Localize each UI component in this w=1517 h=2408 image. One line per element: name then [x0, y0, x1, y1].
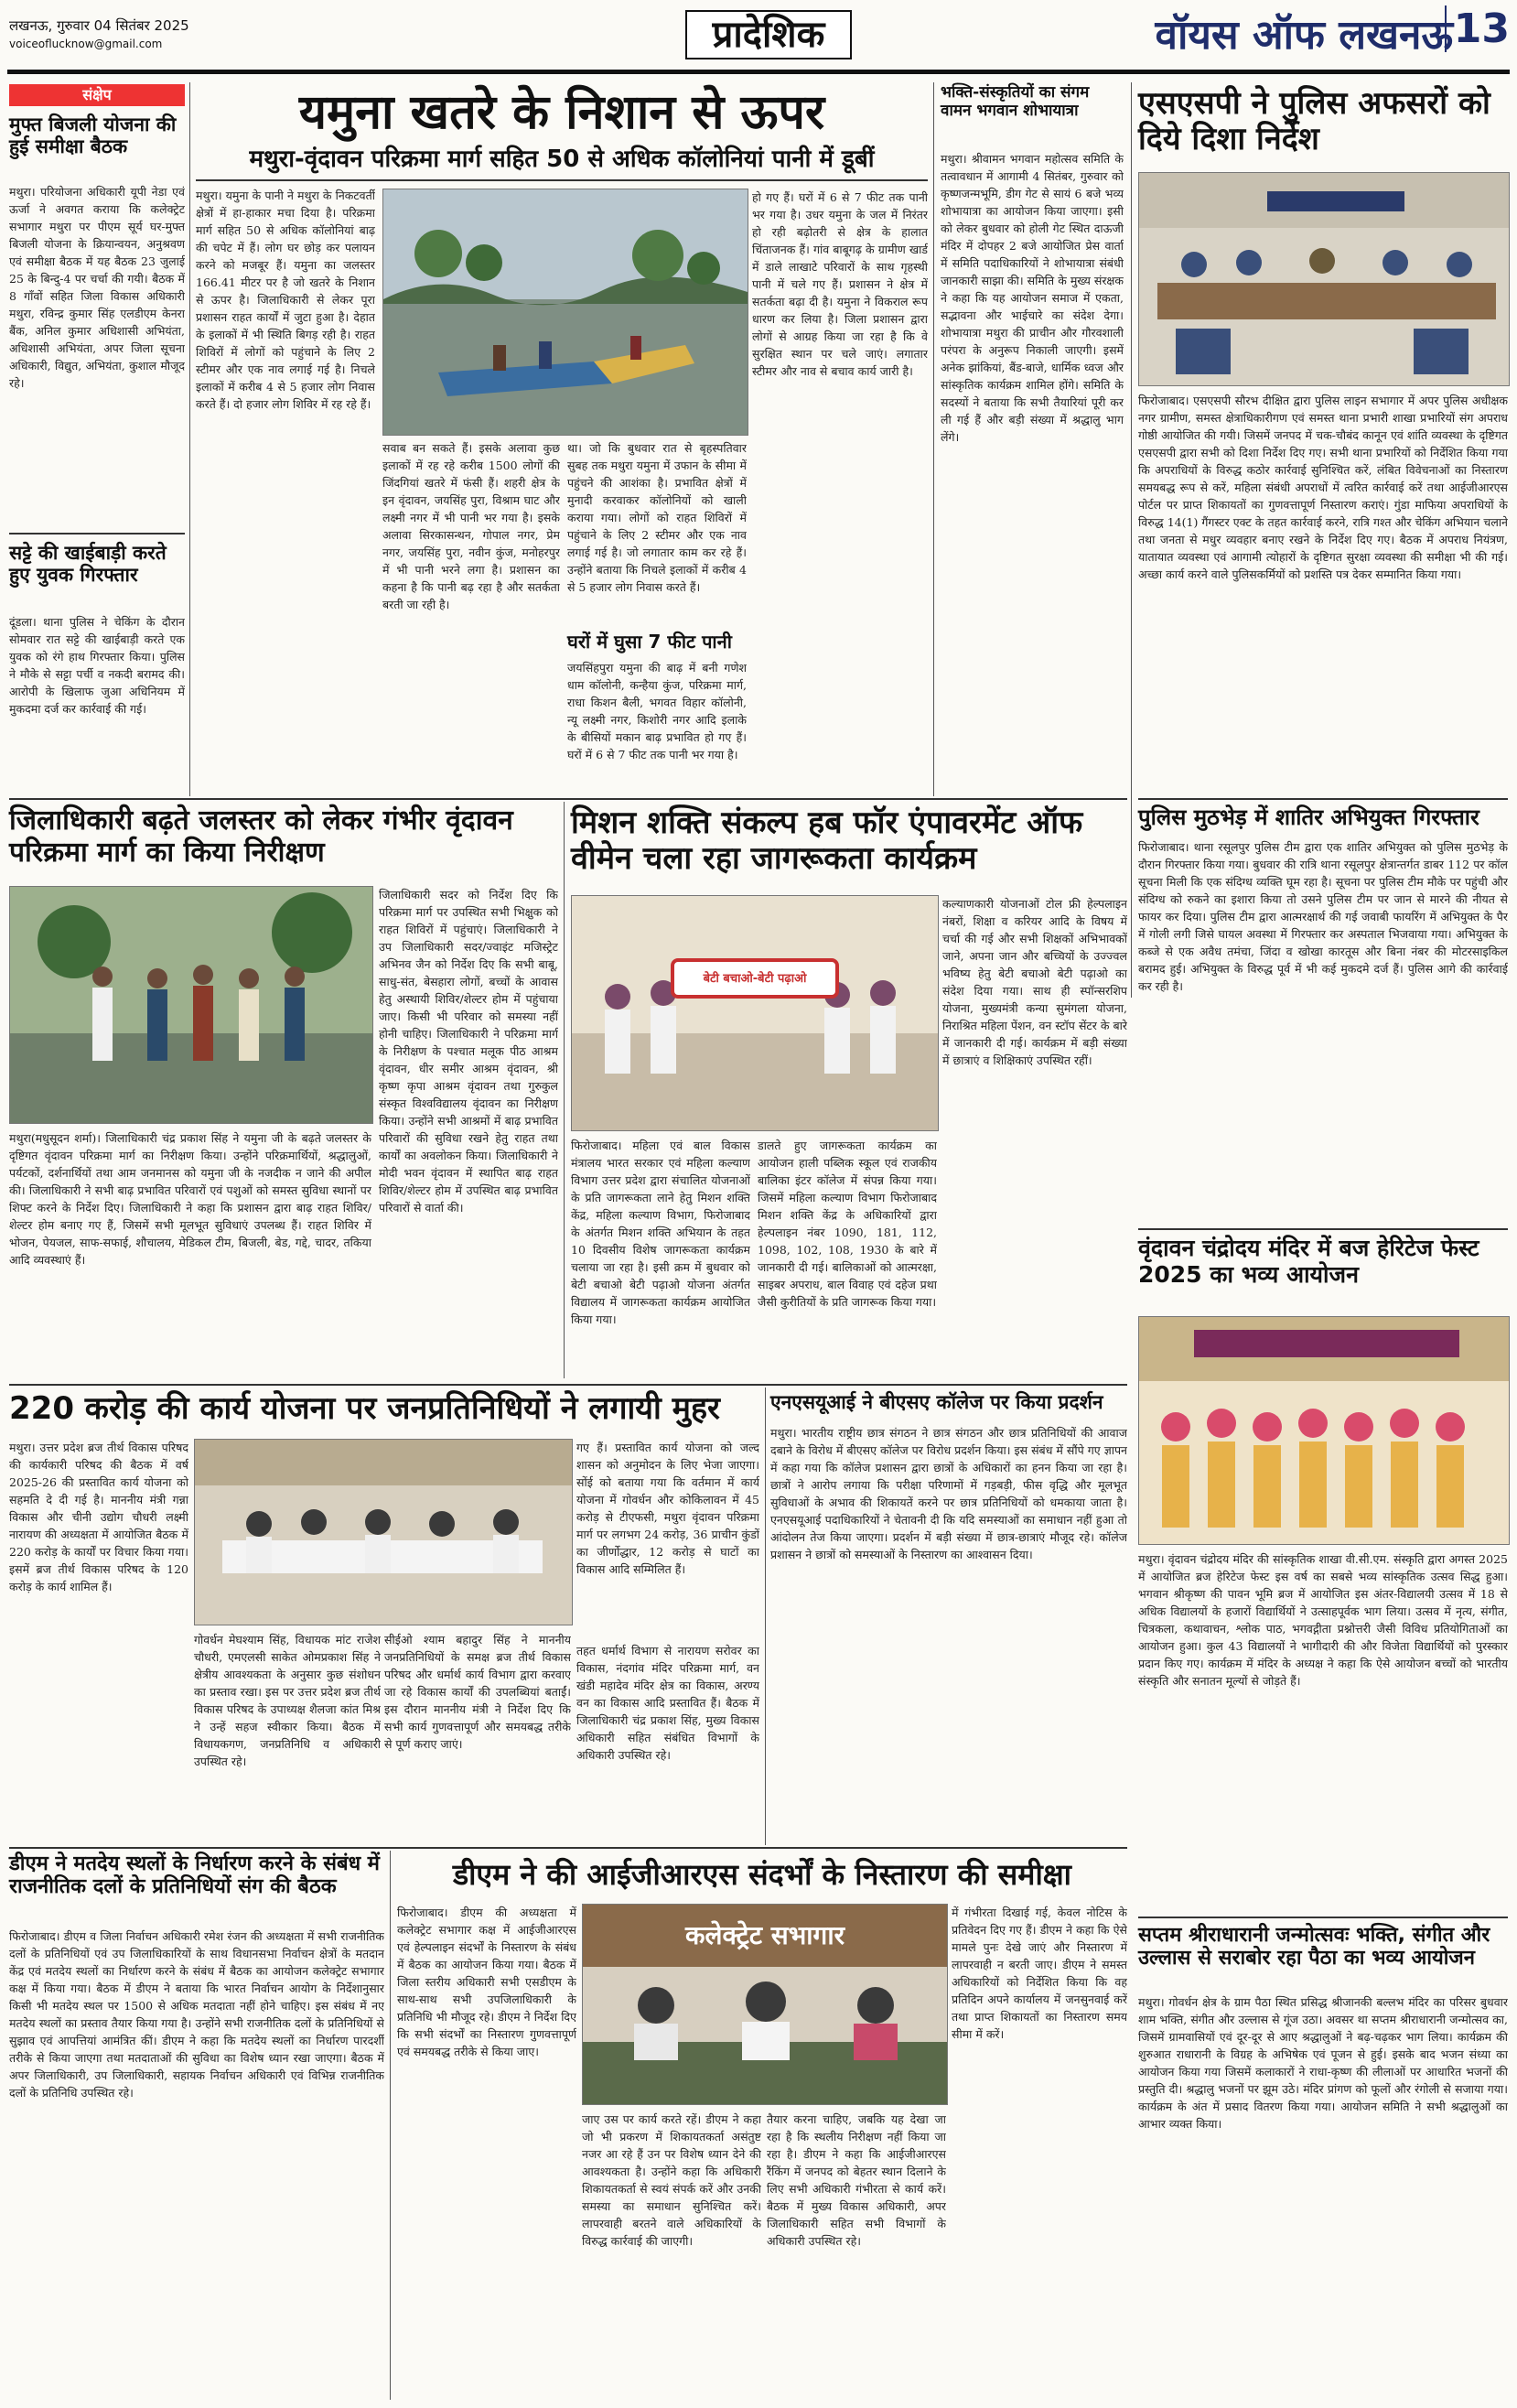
mission-shakti-photo — [571, 895, 939, 1131]
nsui-headline: एनएसयूआई ने बीएसए कॉलेज पर किया प्रदर्शन — [770, 1391, 1103, 1413]
divider — [1138, 1917, 1508, 1918]
arrest-text: फिरोजाबाद। थाना रसूलपुर पुलिस टीम द्वारा एक शातिर अभियुक्त को पुलिस मुठभेड़ के दौरान गिरफ्तार किया गया। बुधवार की रात्रि थाना रसूलपुर क्षेत्रान्तर्गत डाबर 112 पर कॉल सूचना मिली कि एक संदिग्ध व्यक्ति घूम रहा है। सूचना पर पुलिस टीम मौके पर पहुंची और संदिग्ध को रुकने का इशारा किया तो उसने पुलिस टीम पर जान से मारने की नीयत से फायर कर दिया। पुलिस टीम द्वारा आत्मरक्षार्थ की गई जवाबी फायरिंग में अभियुक्त के पैर में गोली लगी जिसे घायल अवस्था में गिरफ्तार कर अस्पताल भिजवाया गया। अभियुक्त के कब्जे से एक अवैध तमंचा, जिंदा व खोखा कारतूस और बिना नंबर की मोटरसाइकिल बरामद हुई। अभियुक्त के विरुद्ध पूर्व में भी कई मुकदमे दर्ज हैं। पुलिस आगे की कार्रवाई कर रही है। — [1138, 840, 1508, 993]
festival-photo — [1138, 1316, 1510, 1545]
lead-subhead: मथुरा-वृंदावन परिक्रमा मार्ग सहित 50 से अधिक कॉलोनियां पानी में डूबीं — [249, 146, 875, 173]
mission-shakti-text-3: कल्याणकारी योजनाओं टोल फ्री हेल्पलाइन नंबरों, शिक्षा व करियर आदि के विषय में चर्चा की गई और सभी शिक्षकों अभिभावकों जाने, अपना जान और बच्चियों के उज्ज्वल भविष्य हेतु बेटी बचाओ बेटी पढ़ाओ का संदेश दिया गया। साथ ही स्पॉन्सरशिप योजना, मुख्यमंत्री कन्या सुमंगला योजना, निराश्रित महिला पेंशन, वन स्टॉप सेंटर के बारे में जानकारी दी गई। कार्यक्रम में बड़ी संख्या में छात्राएं व शिक्षिकाएं उपस्थित रहीं। — [942, 897, 1127, 1067]
scheme-photo-graphic — [195, 1440, 572, 1625]
flood-photo-graphic — [383, 189, 748, 435]
room-sign: कलेक्ट्रेट सभागार — [684, 1920, 845, 1950]
brief-text-1: मथुरा। परियोजना अधिकारी यूपी नेडा एवं ऊर्जा ने अवगत कराया कि कलेक्ट्रेट सभागार मथुरा पर पीएम सूर्य घर-मुफ्त बिजली योजना के क्रियान्वयन, अनुश्रवण एवं समीक्षा बैठक में यह बैठक 23 जुलाई 25 के बिन्दु-4 पर चर्चा की गयी। बैठक में 8 गाँवों सहित जिला विकास अधिकारी मथुरा, रविन्द्र कुमार सिंह एलडीएम केनरा बैंक, अनिल कुमार अधिशासी अभियंता, अधिशासी अभियंता, अपर जिला सूचना अधिकारी, विद्युत, अभियंता, कुशाल मौजूद रहे। — [9, 185, 185, 390]
column-divider — [1131, 82, 1132, 998]
lead-text-col4: जयसिंहपुरा यमुना की बाढ़ में बनी गणेश धाम कॉलोनी, कन्हैया कुंज, परिक्रमा मार्ग, राधा किशन बैली, भगवत विहार कॉलोनी, न्यू लक्ष्मी नगर, किशोरी नगर आदि इलाके के बीसियों मकान बाढ़ प्रभावित हो गए हैं। घरों में 6 से 7 फीट तक पानी भर गया है। — [567, 661, 747, 761]
mission-shakti-text-2: डालते हुए जागरूकता कार्यक्रम का आयोजन हाली पब्लिक स्कूल एवं राजकीय बालिका इंटर कॉलेज में संपन्न किया गया। जिसमें महिला कल्याण विभाग फिरोजाबाद मिशन शक्ति केंद्र के अधिकारियों द्वारा हेल्पलाइन नंबर 1090, 181, 112, 1098, 102, 108, 1930 के बारे में जानकारी दी गई। बालिकाओं को आत्मरक्षा, साइबर अपराध, बाल विवाह एवं दहेज प्रथा जैसी कुरीतियों के प्रति जागरूक किया गया। — [758, 1139, 937, 1309]
banner-text: बेटी बचाओ-बेटी पढ़ाओ — [703, 972, 807, 986]
polling-meeting-text: फिरोजाबाद। डीएम व जिला निर्वाचन अधिकारी रमेश रंजन की अध्यक्षता में सभी राजनीतिक दलों के प्रतिनिधियों एवं उप जिलाधिकारियों के साथ विधानसभा निर्वाचन क्षेत्रों के मतदान केंद्र एवं मतदेय स्थलों का निर्धारण करने के संबंध में बैठक का आयोजन कलेक्ट्रेट सभागार कक्ष में किया गया। बैठक में डीएम ने बताया कि भारत निर्वाचन आयोग के निर्देशानुसार किसी भी मतदेय स्थल पर 1500 से अधिक मतदाता नहीं होने चाहिए। इस संबंध में नए मतदेय स्थलों का प्रस्ताव तैयार किया गया है। उन्होंने सभी राजनीतिक दलों के प्रतिनिधियों से सुझाव एवं आपत्तियां आमंत्रित कीं। डीएम ने कहा कि मतदेय स्थलों का निर्धारण पारदर्शी तरीके से किया जाएगा तथा मतदाताओं की सुविधा का विशेष ध्यान रखा जाएगा। बैठक में अपर जिलाधिकारी, उप जिलाधिकारी, सहायक निर्वाचन अधिकारी एवं विभिन्न राजनीतिक दलों के प्रतिनिधि उपस्थित रहे। — [9, 1929, 384, 2100]
column-divider — [765, 1388, 766, 1845]
igrs-text-1: फिरोजाबाद। डीएम की अध्यक्षता में कलेक्ट्रेट सभागार कक्ष में आईजीआरएस एवं हेल्पलाइन संदर्भों के निस्तारण के संबंध में बैठक का आयोजन किया गया। बैठक में जिला स्तरीय अधिकारी सभी एसडीएम के साथ-साथ सभी उपजिलाधिकारी के प्रतिनिधि भी मौजूद रहे। डीएम ने निर्देश दिए कि सभी संदर्भों का निस्तारण गुणवत्तापूर्ण एवं समयबद्ध तरीके से किया जाए। — [397, 1906, 576, 2058]
brief-text-2: दूंडला। थाना पुलिस ने चेकिंग के दौरान सोमवार रात सट्टे की खाईबाड़ी करते एक युवक को रंगे हाथ गिरफ्तार किया। पुलिस ने मौके से सट्टा पर्ची व नकदी बरामद की। आरोपी के खिलाफ जुआ अधिनियम में मुकदमा दर्ज कर कार्रवाई की गई। — [9, 615, 185, 716]
dateline: लखनऊ, गुरुवार 04 सितंबर 2025 — [9, 17, 189, 34]
scheme-meeting-photo — [194, 1439, 573, 1625]
dm-inspection-text-2: जिलाधिकारी सदर को निर्देश दिए कि परिक्रमा मार्ग पर उपस्थित सभी भिक्षुक को राहत शिविरों में पहुंचाएं। जिलाधिकारी ने उप जिलाधिकारी सदर/ज्वाइंट मजिस्ट्रेट अभिनव जैन को निर्देश दिए कि सभी बाबू, साधु-संत, बेसहारा लोगों, बच्चों के आवास हेतु अस्थायी शिविर/शेल्टर होम में पहुंचाया जाए। किसी भी परिवार को समस्या नहीं होनी चाहिए। जिलाधिकारी ने परिक्रमा मार्ग के निरीक्षण के पश्चात मलूक पीठ आश्रम वृंदावन, धीर समीर आश्रम वृंदावन, श्री कृष्ण कृपा आश्रम वृंदावन तथा गुरुकुल संस्कृत विश्वविद्यालय वृंदावन का निरीक्षण किया। उन्होंने सभी आश्रमों में बाढ़ प्रभावित परिवारों की सुविधा रखने हेतु राहत तथा कार्यों का अवलोकन किया। जिलाधिकारी ने मोदी भवन वृंदावन में स्थापित बाढ़ राहत शिविर/शेल्टर होम में उपस्थित बाढ़ प्रभावित परिवारों से वार्ता की। — [379, 888, 558, 1215]
festival-photo-graphic — [1139, 1317, 1509, 1544]
brief-headline-2: सट्टे की खाईबाड़ी करते हुए युवक गिरफ्तार — [9, 542, 167, 587]
dm-inspection-photo — [9, 886, 373, 1124]
brief-headline-1: मुफ्त बिजली योजना की हुई समीक्षा बैठक — [9, 113, 177, 158]
divider — [9, 533, 185, 535]
igrs-text-2: जाए उस पर कार्य करते रहें। डीएम ने कहा जो भी प्रकरण में शिकायतकर्ता असंतुष्ट नजर आ रहे हैं उन पर विशेष ध्यान देने की आवश्यकता है। उन्होंने कहा कि अधिकारी शिकायतकर्ता से स्वयं संपर्क करें और उनकी समस्या का समाधान सुनिश्चित करें। लापरवाही बरतने वाले अधिकारियों के विरुद्ध कार्रवाई की जाएगी। — [582, 2112, 761, 2248]
arrest-headline: पुलिस मुठभेड़ में शातिर अभियुक्त गिरफ्तार — [1138, 804, 1479, 830]
divider — [9, 798, 1127, 800]
brief-label: संक्षेप — [9, 84, 185, 106]
shobhayatra-headline: भक्ति-संस्कृतियों का संगम वामन भगवान शोभायात्रा — [941, 83, 1090, 120]
lead-headline: यमुना खतरे के निशान से ऊपर — [298, 85, 825, 140]
scheme-text-4: सीईओ श्याम बहादुर सिंह ने माननीय जनप्रतिनिधियों के समक्ष ब्रज तीर्थ विकास परिषद और धर्मार्थ कार्य विभाग द्वारा करवाए जा रहे विकास कार्यों की उपलब्धियां बताईं। इस दौरान माननीय मंत्री ने निर्देश दिए कि सभी कार्य गुणवत्तापूर्ण और समयबद्ध तरीके से पूर्ण कराए जाएं। — [384, 1633, 571, 1751]
lead-text-col2: सवाब बन सकते हैं। इसके अलावा कुछ इलाकों में रह रहे करीब 1500 लोगों की जिंदगियां खतरे में फंसी हैं। शहरी क्षेत्र के इन वृंदावन, जयसिंह पुरा, विश्राम घाट और लक्ष्मी नगर में भी पानी भर गया है। इसके अलावा सिरकासन्थन, गोपाल नगर, प्रेम नगर, जयसिंह पुरा, नवीन कुंज, मनोहरपुर में भी पानी भरने लगा है। प्रशासन का कहना है कि पानी बढ़ रहा है और सतर्कता बरती जा रही है। — [382, 441, 560, 611]
ssp-headline: एसएसपी ने पुलिस अफसरों को दिये दिशा निर्देश — [1138, 85, 1490, 158]
dm-inspection-headline: जिलाधिकारी बढ़ते जलस्तर को लेकर गंभीर वृंदावन परिक्रमा मार्ग का किया निरीक्षण — [9, 804, 513, 869]
scheme-text-1: मथुरा। उत्तर प्रदेश ब्रज तीर्थ विकास परिषद की कार्यकारी परिषद की बैठक में वर्ष 2025-26 की प्रस्तावित कार्य योजना को सहमति दे दी गई है। माननीय मंत्री गन्ना विकास और चीनी उद्योग चौधरी लक्ष्मी नारायण की अध्यक्षता में आयोजित बैठक में 220 करोड़ के कार्यों पर विचार किया गया। इसमें ब्रज तीर्थ विकास परिषद के 120 करोड़ के कार्य शामिल हैं। — [9, 1441, 188, 1593]
mission-shakti-text-1: फिरोजाबाद। महिला एवं बाल विकास मंत्रालय भारत सरकार एवं महिला कल्याण विभाग उत्तर प्रदेश द्वारा संचालित योजनाओं के प्रति जागरूकता लाने हेतु मिशन शक्ति केंद्र, महिला कल्याण विभाग, फिरोजाबाद के अंतर्गत मिशन शक्ति अभियान के तहत 10 दिवसीय विशेष जागरूकता कार्यक्रम चलाया जा रहा है। इसी क्रम में बुधवार को बेटी बचाओ बेटी पढ़ाओ योजना अंतर्गत विद्यालय में जागरूकता कार्यक्रम आयोजित किया गया। — [571, 1139, 750, 1326]
mission-photo-graphic — [572, 896, 938, 1130]
ssp-photo-graphic — [1139, 173, 1509, 385]
igrs-meeting-photo — [582, 1904, 948, 2105]
column-divider — [390, 1851, 391, 2400]
section-title: प्रादेशिक — [512, 7, 1025, 60]
mission-shakti-headline: मिशन शक्ति संकल्प हब फॉर एंपावरमेंट ऑफ वीमेन चला रहा जागरूकता कार्यक्रम — [571, 804, 1083, 878]
scheme-headline: 220 करोड़ की कार्य योजना पर जनप्रतिनिधियों ने लगायी मुहर — [9, 1390, 720, 1427]
email: voiceoflucknow@gmail.com — [9, 38, 163, 50]
shobhayatra-text: मथुरा। श्रीवामन भगवान महोत्सव समिति के तत्वावधान में आगामी 4 सितंबर, गुरुवार को कृष्णजन्मभूमि, डीग गेट से सायं 6 बजे भव्य शोभायात्रा का आयोजन किया जाएगा। इसी को लेकर बुधवार को होली गेट स्थित दाऊजी मंदिर में दोपहर 2 बजे आयोजित प्रेस वार्ता में समिति पदाधिकारियों ने शोभायात्रा संबंधी जानकारी साझा की। समिति के मुख्य संरक्षक ने कहा कि यह आयोजन समाज में एकता, सद्भावना और भाईचारे का संदेश देगा। शोभायात्रा मथुरा की प्राचीन और गौरवशाली परंपरा के अनुरूप निकाली जाएगी। इसमें अनेक झांकियां, बैंड-बाजे, धार्मिक ध्वज और सांस्कृतिक कार्यक्रम शामिल होंगे। समिति के सदस्यों ने बताया कि सभी तैयारियां पूरी कर ली गई हैं और बड़ी संख्या में श्रद्धालु भाग लेंगे। — [941, 152, 1124, 444]
lead-subhead-2: घरों में घुसा 7 फीट पानी — [567, 631, 732, 653]
festival-text: मथुरा। वृंदावन चंद्रोदय मंदिर की सांस्कृतिक शाखा वी.सी.एम. संस्कृति द्वारा अगस्त 2025 में आयोजित ब्रज हेरिटेज फेस्ट इस वर्ष का सबसे भव्य सांस्कृतिक उत्सव सिद्ध हुआ। भगवान श्रीकृष्ण की पावन भूमि ब्रज में आयोजित इस अंतर-विद्यालयी उत्सव में 18 से अधिक विद्यालयों के हजारों विद्यार्थियों ने उत्साहपूर्वक भाग लिया। उत्सव में नृत्य, संगीत, चित्रकला, कथावाचन, श्लोक पाठ, भगवद्गीता प्रश्नोत्तरी जैसी विविध प्रतियोगिताओं का आयोजन हुआ। कुल 43 विद्यालयों ने भागीदारी की और विजेता विद्यार्थियों को पुरस्कार प्रदान किए गए। कार्यक्रम में मंदिर के अध्यक्ष ने कहा कि ऐसे आयोजन बच्चों को भारतीय संस्कृति और सनातन मूल्यों से जोड़ते हैं। — [1138, 1552, 1508, 1688]
divider — [1138, 1228, 1508, 1230]
masthead-left — [9, 16, 189, 53]
header-rule — [7, 70, 1510, 74]
column-divider — [564, 802, 565, 1378]
divider — [9, 1384, 1127, 1386]
festival-headline: वृंदावन चंद्रोदय मंदिर में बज हेरिटेज फेस्ट 2025 का भव्य आयोजन — [1138, 1235, 1479, 1288]
brand-logo: वॉयस ऑफ लखनऊ — [1155, 12, 1453, 59]
divider — [196, 179, 928, 181]
scheme-text-2: गोवर्धन मेघश्याम सिंह, विधायक मांट राजेश चौधरी, एमएलसी साकेत ओमप्रकाश सिंह ने क्षेत्रीय आवश्यकता के अनुसार कुछ संशोधन का प्रस्ताव रखा। इस पर उत्तर प्रदेश ब्रज तीर्थ विकास परिषद के उपाध्यक्ष शैलजा कांत मिश्र ने उन्हें सहज स्वीकार किया। बैठक में विधायकगण, जनप्रतिनिधि व अधिकारी उपस्थित रहे। — [194, 1633, 381, 1768]
divider — [9, 1847, 1127, 1849]
scheme-text-3: गए हैं। प्रस्तावित कार्य योजना को जल्द शासन को अनुमोदन के लिए भेजा जाएगा। सोंई को बताया गया कि वर्तमान में कार्य योजना में गोवर्धन और कोकिलावन में 45 करोड़ से टीएफसी, मथुरा वृंदावन परिक्रमा मार्ग पर लगभग 24 करोड़, 36 प्राचीन कुंडों का जीर्णोद्धार, 12 करोड़ से घाटों का विकास आदि सम्मिलित हैं। — [576, 1441, 759, 1576]
lead-text-col3: था। जो कि बुधवार रात से बृहस्पतिवार सुबह तक मथुरा यमुना में उफान के सीमा में पहुंचने की आशंका है। प्रभावित क्षेत्रों में मुनादी करवाकर कॉलोनियों को खाली कराया गया। लोगों को राहत शिविरों में पहुंचाने के लिए 2 स्टीमर और एक नाव लगाई गई है। जो लगातार काम कर रहे हैं। उन्होंने बताया कि निचले इलाकों में करीब 4 से 5 हजार लोग निवास करते हैं। — [567, 441, 747, 594]
polling-meeting-headline: डीएम ने मतदेय स्थलों के निर्धारण करने के संबंध में राजनीतिक दलों के प्रतिनिधियों संग की बैठक — [9, 1852, 380, 1899]
page-number: 13 — [1445, 5, 1510, 52]
ssp-meeting-photo — [1138, 172, 1510, 386]
lead-text-col1: मथुरा। यमुना के पानी ने मथुरा के निकटवर्ती क्षेत्रों में हा-हाकार मचा दिया है। परिक्रमा मार्ग सहित 50 से अधिक कॉलोनियां बाढ़ की चपेट में हैं। लोग घर छोड़ कर पलायन करने को मजबूर हैं। यमुना का जलस्तर 166.41 मीटर पर है जो खतरे के निशान से ऊपर है। जिलाधिकारी से लेकर पूरा प्रशासन राहत कार्यों में जुटा हुआ है। देहात के इलाकों में भी स्थिति बिगड़ रही है। राहत शिविरों में लोगों को पहुंचाने के लिए 2 स्टीमर और एक नाव लगाई गई है। निचले इलाकों में करीब 4 से 5 हजार लोग निवास करते हैं। दो हजार लोग शिविर में रह रहे हैं। — [196, 189, 375, 411]
igrs-text-3: तैयार करना चाहिए, जबकि यह देखा जा रहा है कि स्थलीय निरीक्षण नहीं किया जा रहा है। डीएम ने कहा कि आईजीआरएस रैंकिंग में जनपद को बेहतर स्थान दिलाने के लिए सभी अधिकारी गंभीरता से कार्य करें। बैठक में मुख्य विकास अधिकारी, अपर जिलाधिकारी सहित सभी विभागों के अधिकारी उपस्थित रहे। — [767, 2112, 946, 2248]
igrs-text-4: में गंभीरता दिखाई गई, केवल नोटिस के प्रतिवेदन दिए गए हैं। डीएम ने कहा कि ऐसे मामले पुनः देखे जाएं और निस्तारण में लापरवाही न बरती जाए। डीएम ने समस्त अधिकारियों को निर्देशित किया कि वह प्रतिदिन अपने कार्यालय में जनसुनवाई करें तथा प्राप्त शिकायतों का निस्तारण समय सीमा में करें। — [952, 1906, 1127, 2041]
lead-text-col5: हो गए हैं। घरों में 6 से 7 फीट तक पानी भर गया है। उधर यमुना के जल में निरंतर हो रही बढ़ोतरी से क्षेत्र के हालात चिंताजनक हैं। गांव बाबूगढ़ के ग्रामीण खार्ड में डाले लाखाटे परिवारों के साथ गृहस्थी पानी में चले गए हैं। प्रशासन ने क्षेत्र में सतर्कता बढ़ा दी है। यमुना ने विकराल रूप धारण कर लिया है। जिला प्रशासन द्वारा लोगों से आग्रह किया जा रहा है कि वे सुरक्षित स्थान पर चले जाएं। लगातार स्टीमर और नाव से बचाव कार्य जारी है। — [752, 190, 928, 378]
igrs-headline: डीएम ने की आईजीआरएस संदर्भों के निस्तारण की समीक्षा — [453, 1857, 1071, 1892]
column-divider — [189, 82, 190, 796]
column-divider — [933, 82, 934, 796]
dm-inspection-text-1: मथुरा(मधुसूदन शर्मा)। जिलाधिकारी चंद्र प्रकाश सिंह ने यमुना जी के बढ़ते जलस्तर के दृष्टिगत वृंदावन परिक्रमा मार्ग का निरीक्षण किया। उन्होंने परिक्रमार्थियों, श्रद्धालुओं, पर्यटकों, दर्शनार्थियों तथा आम जनमानस को यमुना जी के नजदीक न जाने की अपील की। जिलाधिकारी ने सभी बाढ़ प्रभावित परिवारों एवं पशुओं को समस्त सुविधा स्थानों पर शिफ्ट करने के निर्देश दिए। जिलाधिकारी ने कहा कि प्रशासन द्वारा बाढ़ राहत शिविर/शेल्टर होम बनाए गए हैं, जिसमें सभी मूलभूत सुविधाएं उपलब्ध हैं। राहत शिविर में भोजन, पेयजल, साफ-सफाई, शौचालय, मेडिकल टीम, बिजली, बेड, गद्दे, चादर, तकिया आदि व्यवस्थाएं हैं। — [9, 1131, 371, 1267]
scheme-text-5: तहत धर्मार्थ विभाग से नारायण सरोवर का विकास, नंदगांव मंदिर परिक्रमा मार्ग, वन खंडी महादेव मंदिर क्षेत्र का विकास, अरण्य वन का विकास आदि प्रस्तावित हैं। बैठक में जिलाधिकारी चंद्र प्रकाश सिंह, मुख्य विकास अधिकारी सहित संबंधित विभागों के अधिकारी उपस्थित रहे। — [576, 1644, 759, 1762]
dm-photo-graphic — [10, 887, 372, 1123]
flood-photo — [382, 189, 748, 436]
nsui-text: मथुरा। भारतीय राष्ट्रीय छात्र संगठन ने छात्र संगठन और छात्र प्रतिनिधियों की आवाज दबाने के विरोध में बीएसए कॉलेज पर विरोध प्रदर्शन किया। इस संबंध में सौंपे गए ज्ञापन में कहा गया कि कॉलेज प्रशासन द्वारा छात्रों के अधिकारों का हनन किया जा रहा है। छात्रों ने आरोप लगाया कि परीक्षा परिणामों में गड़बड़ी, फीस वृद्धि और मूलभूत सुविधाओं के अभाव की शिकायतें करने पर छात्र प्रतिनिधियों को धमकाया जाता है। एनएसयूआई पदाधिकारियों ने चेतावनी दी कि यदि समस्याओं का समाधान नहीं हुआ तो आंदोलन तेज किया जाएगा। प्रदर्शन में बड़ी संख्या में छात्र-छात्राएं मौजूद रहे। कॉलेज प्रशासन ने छात्रों को समस्याओं के निस्तारण का आश्वासन दिया। — [770, 1426, 1127, 1561]
divider — [1138, 798, 1508, 800]
janmotsav-headline: सप्तम श्रीराधारानी जन्मोत्सवः भक्ति, संगीत और उल्लास से सराबोर रहा पैठा का भव्य आयोजन — [1138, 1924, 1490, 1971]
ssp-text: फिरोजाबाद। एसएसपी सौरभ दीक्षित द्वारा पुलिस लाइन सभागार में अपर पुलिस अधीक्षक नगर ग्रामीण, समस्त क्षेत्राधिकारीगण एवं समस्त थाना प्रभारी शाखा प्रभारियों संग अपराध गोष्ठी आयोजित की गयी। जिसमें जनपद में चक-चौबंद कानून एवं शांति व्यवस्था के दृष्टिगत एसएसपी द्वारा सभी को दिशा निर्देश दिए गए। सभी थाना प्रभारियों को निर्देशित किया गया कि अपराधियों के विरुद्ध कठोर कार्रवाई सुनिश्चित करें, लंबित विवेचनाओं का निस्तारण समयबद्ध रूप से करें, महिला संबंधी अपराधों में त्वरित कार्रवाई करें तथा आईजीआरएस पोर्टल पर प्राप्त शिकायतों का गुणवत्तापूर्ण निस्तारण कराएं। गुंडा माफिया अपराधियों के विरुद्ध 14(1) गैंगस्टर एक्ट के तहत कार्रवाई करने, रात्रि गश्त और चेकिंग अभियान चलाने तथा जनता से मधुर व्यवहार बनाए रखने के निर्देश दिए गए। बैठक में अपराध नियंत्रण, यातायात व्यवस्था एवं आगामी त्योहारों के दृष्टिगत सुरक्षा व्यवस्था की समीक्षा भी की गई। अच्छा कार्य करने वाले पुलिसकर्मियों को प्रशस्ति पत्र देकर सम्मानित किया गया। — [1138, 394, 1508, 581]
janmotsav-text: मथुरा। गोवर्धन क्षेत्र के ग्राम पैठा स्थित प्रसिद्ध श्रीजानकी बल्लभ मंदिर का परिसर बुधवार शाम भक्ति, संगीत और उल्लास से गूंज उठा। अवसर था सप्तम श्रीराधारानी जन्मोत्सव का, जिसमें ग्रामवासियों एवं दूर-दूर से आए श्रद्धालुओं ने बढ़-चढ़कर भाग लिया। कार्यक्रम की शुरुआत राधारानी के विग्रह के अभिषेक एवं पूजन से हुई। इसके बाद भजन संध्या का आयोजन किया गया जिसमें कलाकारों ने राधा-कृष्ण की लीलाओं पर आधारित भजनों की प्रस्तुति दी। श्रद्धालु भजनों पर झूम उठे। मंदिर प्रांगण को फूलों और रंगोली से सजाया गया। कार्यक्रम के अंत में प्रसाद वितरण किया गया। आयोजन समिति ने सभी श्रद्धालुओं का आभार व्यक्त किया। — [1138, 1995, 1508, 2131]
